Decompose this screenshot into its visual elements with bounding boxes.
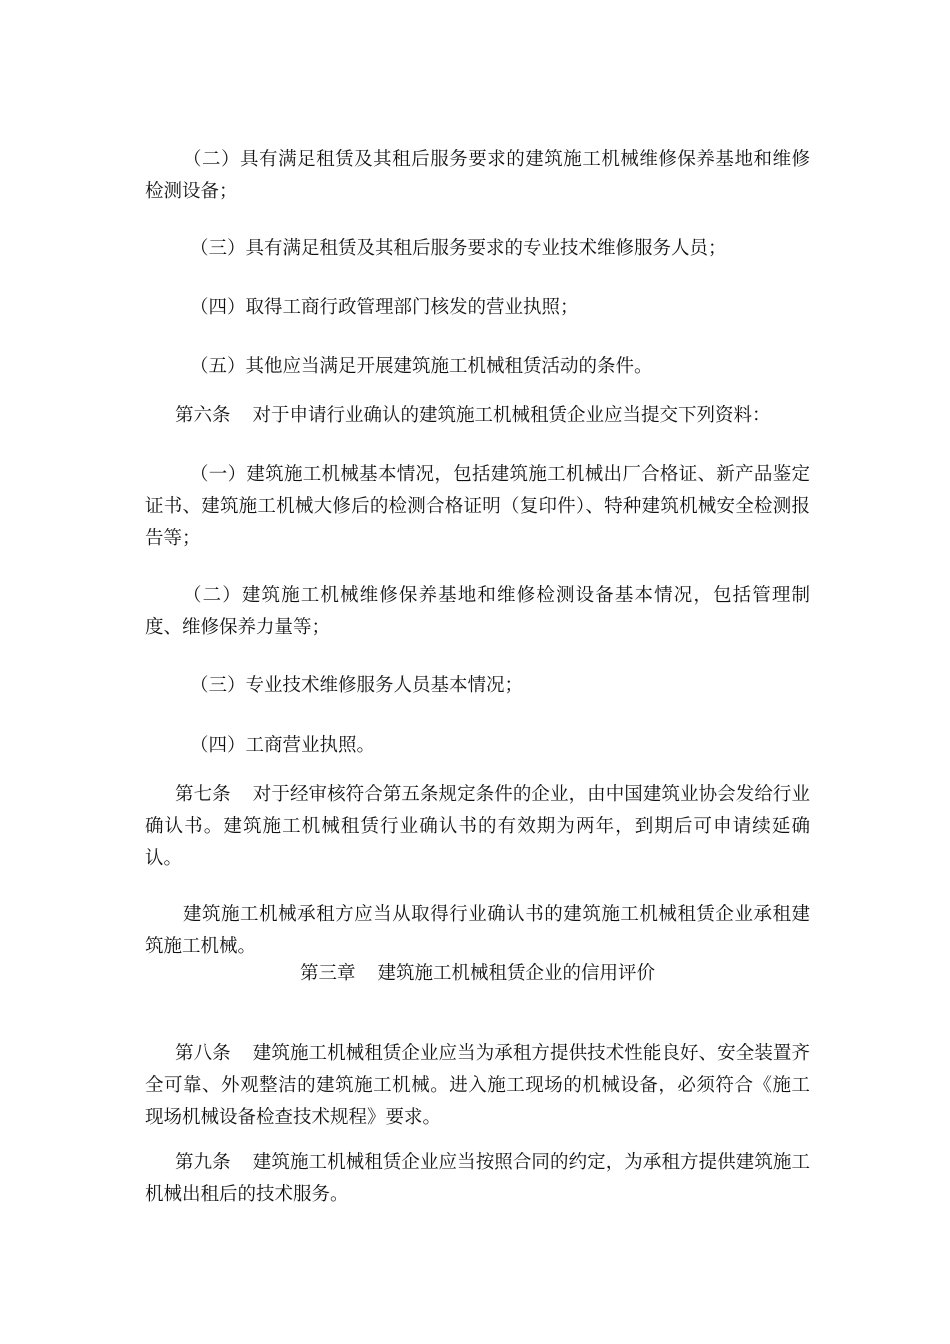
paragraph-item-2-conditions bbox=[145, 144, 810, 208]
article-label: 第七条 bbox=[175, 784, 231, 805]
paragraph-item-5-conditions bbox=[145, 351, 810, 383]
article-text: 建筑施工机械租赁企业应当按照合同的约定，为承租方提供建筑施工机械出租后的技术服务。 bbox=[145, 1152, 810, 1205]
chapter-label: 第三章 bbox=[299, 963, 356, 984]
paragraph-text: （二）具有满足租赁及其租后服务要求的建筑施工机械维修保养基地和维修检测设备； bbox=[145, 149, 810, 202]
paragraph-item-1-materials bbox=[145, 459, 810, 555]
paragraph-item-4-conditions bbox=[145, 292, 810, 324]
paragraph-text: （一）建筑施工机械基本情况，包括建筑施工机械出厂合格证、新产品鉴定证书、建筑施工机械大修后的检测合格证明（复印件）、特种建筑机械安全检测报告等； bbox=[145, 464, 810, 549]
article-6 bbox=[145, 400, 810, 432]
paragraph-lessee-requirement bbox=[145, 899, 810, 963]
paragraph-item-2-materials bbox=[145, 580, 810, 644]
article-9 bbox=[145, 1147, 810, 1211]
paragraph-item-4-materials bbox=[145, 730, 810, 762]
paragraph-text: （三）专业技术维修服务人员基本情况； bbox=[190, 675, 524, 696]
paragraph-text: （五）其他应当满足开展建筑施工机械租赁活动的条件。 bbox=[190, 356, 653, 377]
article-8 bbox=[145, 1038, 810, 1134]
article-label: 第六条 bbox=[175, 405, 231, 426]
paragraph-text: （二）建筑施工机械维修保养基地和维修检测设备基本情况，包括管理制度、维修保养力量等； bbox=[145, 585, 810, 638]
chapter-title: 建筑施工机械租赁企业的信用评价 bbox=[377, 963, 656, 984]
paragraph-text: （四）取得工商行政管理部门核发的营业执照； bbox=[190, 297, 579, 318]
article-text: 建筑施工机械租赁企业应当为承租方提供技术性能良好、安全装置齐全可靠、外观整洁的建筑施工机械。进入施工现场的机械设备，必须符合《施工现场机械设备检查技术规程》要求。 bbox=[145, 1043, 810, 1128]
paragraph-text: （四）工商营业执照。 bbox=[190, 735, 376, 756]
paragraph-text: 建筑施工机械承租方应当从取得行业确认书的建筑施工机械租赁企业承租建筑施工机械。 bbox=[145, 904, 810, 957]
paragraph-item-3-materials bbox=[145, 670, 810, 702]
paragraph-text: （三）具有满足租赁及其租后服务要求的专业技术维修服务人员； bbox=[190, 238, 727, 259]
article-7 bbox=[145, 779, 810, 875]
chapter-heading bbox=[0, 958, 950, 990]
article-label: 第九条 bbox=[175, 1152, 231, 1173]
article-text: 对于经审核符合第五条规定条件的企业，由中国建筑业协会发给行业确认书。建筑施工机械租赁行业确认书的有效期为两年，到期后可申请续延确认。 bbox=[145, 784, 810, 869]
article-text: 对于申请行业确认的建筑施工机械租赁企业应当提交下列资料： bbox=[252, 405, 771, 426]
paragraph-item-3-conditions bbox=[145, 233, 810, 265]
article-label: 第八条 bbox=[175, 1043, 231, 1064]
